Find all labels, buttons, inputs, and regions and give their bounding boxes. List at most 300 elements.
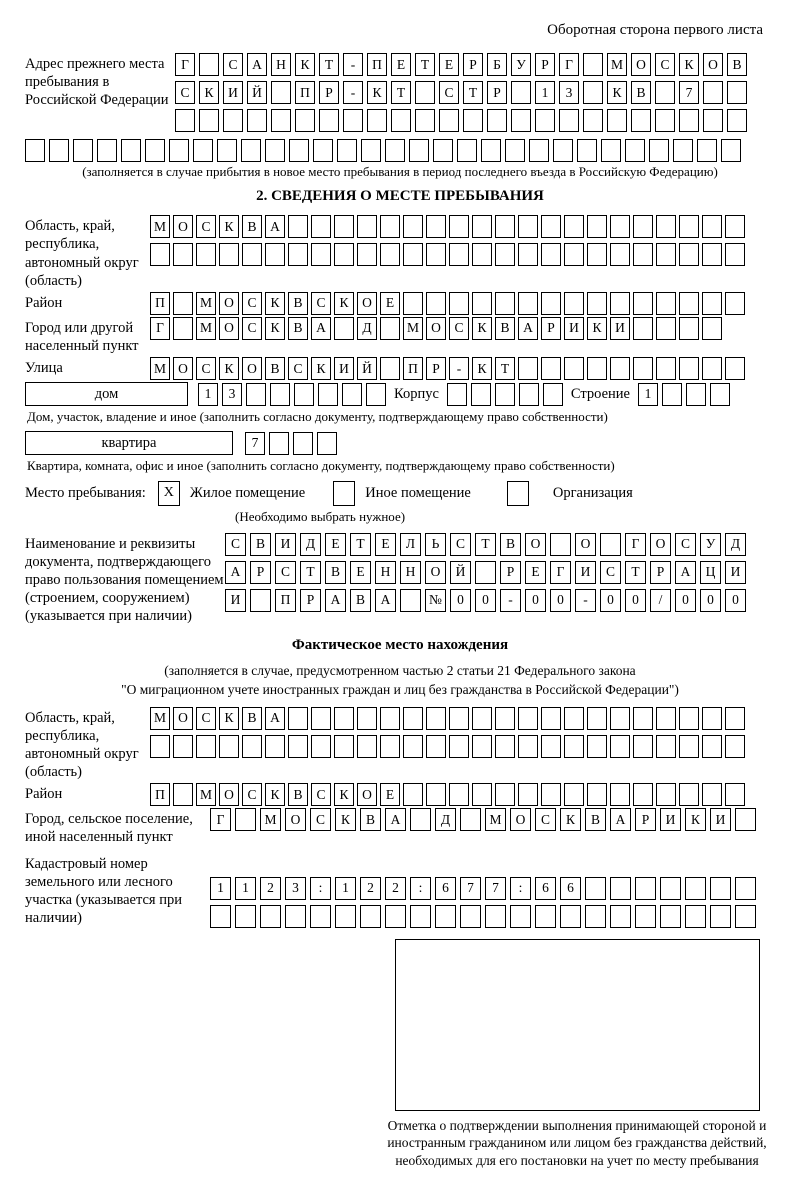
char-cell: [541, 292, 561, 315]
char-cell: [656, 783, 676, 806]
char-cell: А: [265, 215, 285, 238]
char-cell: [673, 139, 693, 162]
char-cell: [460, 808, 481, 831]
char-cell: [250, 589, 271, 612]
char-cell: В: [631, 81, 651, 104]
char-cell: [686, 383, 706, 406]
char-cell: А: [311, 317, 331, 340]
char-cell: 0: [700, 589, 721, 612]
char-cell: И: [225, 589, 246, 612]
char-cell: Е: [525, 561, 546, 584]
char-cell: 2: [360, 877, 381, 900]
char-cell: [196, 735, 216, 758]
char-cell: Н: [271, 53, 291, 76]
char-cell: И: [564, 317, 584, 340]
char-cell: С: [311, 292, 331, 315]
char-cell: [656, 243, 676, 266]
char-cell: [635, 905, 656, 928]
actual-location-caption-2: "О миграционном учете иностранных граждан и лиц без гражданства в Российской Федерации"): [121, 681, 679, 697]
char-cell: О: [426, 317, 446, 340]
char-cell: [679, 357, 699, 380]
char-cell: [518, 292, 538, 315]
char-cell: [679, 735, 699, 758]
char-cell: [727, 109, 747, 132]
place-type-label: Место пребывания:: [25, 484, 146, 501]
region-block: [25, 215, 775, 290]
char-cell: [269, 432, 289, 455]
char-cell: К: [311, 357, 331, 380]
section2-title: 2. СВЕДЕНИЯ О МЕСТЕ ПРЕБЫВАНИЯ: [256, 188, 544, 205]
apartment-caption: Квартира, комната, офис и иное (заполнить согласно документу, подтверждающему право собственности): [27, 458, 615, 474]
char-cell: [703, 109, 723, 132]
char-cell: [472, 292, 492, 315]
char-cell: [541, 735, 561, 758]
char-cell: Т: [350, 533, 371, 556]
char-cell: [495, 707, 515, 730]
char-cell: Р: [250, 561, 271, 584]
char-cell: О: [357, 292, 377, 315]
char-cell: Р: [300, 589, 321, 612]
char-cell: К: [295, 53, 315, 76]
char-cell: М: [196, 783, 216, 806]
char-cell: -: [343, 81, 363, 104]
char-cell: 7: [245, 432, 265, 455]
char-cell: [633, 707, 653, 730]
char-cell: [631, 109, 651, 132]
char-cell: А: [225, 561, 246, 584]
char-cell: -: [500, 589, 521, 612]
char-cell: 1: [638, 383, 658, 406]
char-cell: [735, 877, 756, 900]
char-cell: [380, 707, 400, 730]
char-cell: Р: [463, 53, 483, 76]
char-cell: [311, 735, 331, 758]
char-cell: [460, 905, 481, 928]
char-cell: 1: [535, 81, 555, 104]
char-cell: [710, 877, 731, 900]
char-cell: 3: [222, 383, 242, 406]
char-cell: [121, 139, 141, 162]
korpus-cells: [447, 383, 563, 406]
char-cell: Е: [325, 533, 346, 556]
char-cell: [447, 383, 467, 406]
char-cell: С: [196, 707, 216, 730]
char-cells-row: [225, 589, 746, 612]
char-cells-row: [210, 877, 756, 900]
char-cell: [656, 317, 676, 340]
char-cell: [360, 905, 381, 928]
char-cell: К: [334, 292, 354, 315]
city-label: Город или другой населенный пункт: [25, 319, 139, 354]
char-cell: [560, 905, 581, 928]
char-cell: [311, 707, 331, 730]
char-cell: Ц: [700, 561, 721, 584]
char-cell: С: [175, 81, 195, 104]
char-cell: :: [410, 877, 431, 900]
char-cell: У: [511, 53, 531, 76]
char-cell: [457, 139, 477, 162]
char-cells-row: [225, 561, 746, 584]
char-cell: К: [334, 783, 354, 806]
char-cell: [518, 215, 538, 238]
char-cell: П: [275, 589, 296, 612]
char-cell: 3: [559, 81, 579, 104]
char-cell: [662, 383, 682, 406]
char-cell: М: [485, 808, 506, 831]
char-cell: [710, 383, 730, 406]
char-cell: [366, 383, 386, 406]
char-cell: [472, 735, 492, 758]
char-cell: [564, 292, 584, 315]
korpus-label: Корпус: [394, 385, 439, 402]
cadastral-block: [25, 853, 775, 933]
char-cell: [610, 877, 631, 900]
char-cell: [449, 215, 469, 238]
char-cell: О: [575, 533, 596, 556]
char-cell: [334, 707, 354, 730]
char-cells-row: [150, 292, 745, 315]
char-cell: С: [311, 783, 331, 806]
char-cell: [343, 109, 363, 132]
char-cell: О: [173, 215, 193, 238]
char-cell: А: [265, 707, 285, 730]
char-cell: [583, 53, 603, 76]
char-cell: П: [403, 357, 423, 380]
char-cell: С: [288, 357, 308, 380]
char-cell: [735, 808, 756, 831]
char-cell: [679, 109, 699, 132]
char-cell: [426, 735, 446, 758]
char-cell: С: [439, 81, 459, 104]
char-cell: 7: [460, 877, 481, 900]
char-cell: [288, 735, 308, 758]
char-cell: [193, 139, 213, 162]
char-cell: [518, 783, 538, 806]
char-cell: [357, 243, 377, 266]
char-cell: №: [425, 589, 446, 612]
char-cell: П: [150, 292, 170, 315]
char-cell: Д: [435, 808, 456, 831]
char-cell: [415, 81, 435, 104]
char-cell: К: [607, 81, 627, 104]
char-cell: О: [219, 783, 239, 806]
char-cell: О: [425, 561, 446, 584]
char-cell: [564, 783, 584, 806]
char-cell: [169, 139, 189, 162]
char-cell: [725, 215, 745, 238]
char-cell: Т: [391, 81, 411, 104]
char-cell: 6: [560, 877, 581, 900]
char-cell: [702, 292, 722, 315]
char-cell: А: [325, 589, 346, 612]
option-organizaciya-label: Организация: [552, 484, 633, 501]
char-cell: [495, 215, 515, 238]
char-cell: 0: [525, 589, 546, 612]
char-cell: [702, 735, 722, 758]
char-cell: [334, 215, 354, 238]
char-cell: К: [265, 292, 285, 315]
char-cell: [703, 81, 723, 104]
prev-address-overflow-row: [25, 139, 775, 162]
confirmation-stamp-caption: Отметка о подтверждении выполнения принимающей стороной и иностранным гражданином или лицом без гражданства действий, необходимых для его постановки на учет по месту пребывания: [387, 1117, 767, 1169]
char-cell: [518, 243, 538, 266]
char-cell: [472, 243, 492, 266]
char-cell: О: [173, 707, 193, 730]
char-cell: [199, 109, 219, 132]
char-cell: [656, 357, 676, 380]
char-cell: [334, 317, 354, 340]
char-cell: [702, 243, 722, 266]
char-cell: [702, 707, 722, 730]
char-cell: У: [700, 533, 721, 556]
char-cell: С: [449, 317, 469, 340]
char-cell: [655, 81, 675, 104]
char-cell: [380, 215, 400, 238]
district-label: Район: [25, 294, 63, 311]
char-cell: К: [265, 783, 285, 806]
char-cell: [510, 905, 531, 928]
char-cell: [293, 432, 313, 455]
char-cell: Е: [380, 783, 400, 806]
char-cell: [449, 783, 469, 806]
char-cell: [600, 533, 621, 556]
char-cell: -: [343, 53, 363, 76]
confirmation-stamp-box: [395, 939, 760, 1111]
char-cell: 0: [600, 589, 621, 612]
char-cell: [587, 215, 607, 238]
char-cell: [242, 243, 262, 266]
stroenie-label: Строение: [570, 385, 630, 402]
char-cell: Р: [650, 561, 671, 584]
char-cell: [247, 109, 267, 132]
char-cell: А: [247, 53, 267, 76]
actual-region-label: Область, край, республика, автономный округ (область): [25, 709, 139, 781]
char-cell: Е: [439, 53, 459, 76]
char-cell: К: [199, 81, 219, 104]
char-cell: [426, 292, 446, 315]
char-cell: [288, 215, 308, 238]
char-cell: [223, 109, 243, 132]
char-cell: [97, 139, 117, 162]
place-type-caption: (Необходимо выбрать нужное): [235, 508, 406, 524]
char-cell: [270, 383, 290, 406]
char-cell: [380, 735, 400, 758]
char-cell: [449, 707, 469, 730]
char-cell: С: [450, 533, 471, 556]
char-cell: [577, 139, 597, 162]
char-cell: [656, 292, 676, 315]
char-cell: [495, 243, 515, 266]
char-cell: Г: [559, 53, 579, 76]
char-cell: [196, 243, 216, 266]
char-cells-row: [150, 357, 745, 380]
char-cell: [610, 735, 630, 758]
char-cell: [175, 109, 195, 132]
char-cell: С: [223, 53, 243, 76]
char-cell: /: [650, 589, 671, 612]
char-cell: К: [265, 317, 285, 340]
char-cell: [311, 215, 331, 238]
char-cell: [541, 707, 561, 730]
char-cell: [511, 109, 531, 132]
char-cell: [403, 735, 423, 758]
char-cell: [246, 383, 266, 406]
char-cell: К: [560, 808, 581, 831]
house-box-label: дом: [25, 382, 188, 406]
char-cell: [610, 292, 630, 315]
char-cell: Й: [247, 81, 267, 104]
char-cell: Н: [400, 561, 421, 584]
char-cell: [656, 707, 676, 730]
char-cell: [219, 243, 239, 266]
char-cells-row: [150, 735, 745, 758]
char-cell: [610, 707, 630, 730]
char-cell: [439, 109, 459, 132]
char-cell: И: [610, 317, 630, 340]
char-cell: [357, 215, 377, 238]
char-cell: [727, 81, 747, 104]
char-cell: [335, 905, 356, 928]
char-cells-row: [150, 243, 745, 266]
char-cell: 0: [550, 589, 571, 612]
char-cell: [235, 905, 256, 928]
house-row: [25, 382, 775, 406]
char-cell: В: [350, 589, 371, 612]
char-cell: -: [449, 357, 469, 380]
house-caption: Дом, участок, владение и иное (заполнить согласно документу, подтверждающему право собственности): [27, 409, 608, 424]
char-cell: В: [500, 533, 521, 556]
document-label: Наименование и реквизиты документа, подтверждающего право пользования помещением (строением, сооружением) (указывается при наличии): [25, 535, 224, 625]
char-cell: Д: [357, 317, 377, 340]
char-cells-row: [210, 905, 756, 928]
char-cell: [635, 877, 656, 900]
char-cell: [367, 109, 387, 132]
char-cell: И: [575, 561, 596, 584]
char-cell: Г: [175, 53, 195, 76]
char-cell: М: [150, 215, 170, 238]
char-cell: М: [607, 53, 627, 76]
char-cell: К: [367, 81, 387, 104]
char-cell: [583, 109, 603, 132]
char-cell: [403, 215, 423, 238]
char-cell: А: [675, 561, 696, 584]
char-cell: [702, 783, 722, 806]
char-cell: [587, 735, 607, 758]
char-cell: 3: [285, 877, 306, 900]
char-cell: [150, 735, 170, 758]
char-cell: С: [655, 53, 675, 76]
char-cell: Р: [319, 81, 339, 104]
char-cell: [145, 139, 165, 162]
char-cell: [610, 243, 630, 266]
char-cell: 0: [450, 589, 471, 612]
actual-location-caption-1: (заполняется в случае, предусмотренном частью 2 статьи 21 Федерального закона: [164, 663, 636, 679]
char-cells-row: [210, 808, 756, 831]
char-cell: [541, 357, 561, 380]
prev-address-caption: (заполняется в случае прибытия в новое место пребывания в период последнего въезда в Российскую Федерацию): [82, 164, 718, 179]
char-cell: [426, 215, 446, 238]
char-cells-row: [150, 215, 745, 238]
char-cell: :: [510, 877, 531, 900]
char-cell: [403, 783, 423, 806]
char-cell: [285, 905, 306, 928]
char-cell: 0: [625, 589, 646, 612]
char-cell: [535, 905, 556, 928]
char-cell: В: [585, 808, 606, 831]
char-cell: Т: [625, 561, 646, 584]
char-cell: [655, 109, 675, 132]
char-cell: [471, 383, 491, 406]
char-cell: [25, 139, 45, 162]
char-cell: [511, 81, 531, 104]
char-cell: 2: [385, 877, 406, 900]
char-cell: [587, 357, 607, 380]
char-cell: [409, 139, 429, 162]
char-cell: Т: [300, 561, 321, 584]
char-cell: [679, 292, 699, 315]
city-block: [25, 317, 775, 355]
char-cell: Е: [380, 292, 400, 315]
char-cell: [173, 735, 193, 758]
char-cell: С: [242, 292, 262, 315]
char-cell: [265, 139, 285, 162]
char-cell: [587, 292, 607, 315]
char-cell: Е: [391, 53, 411, 76]
char-cell: [679, 215, 699, 238]
char-cell: [410, 905, 431, 928]
char-cell: [403, 707, 423, 730]
char-cell: В: [250, 533, 271, 556]
char-cell: О: [219, 292, 239, 315]
char-cell: [391, 109, 411, 132]
char-cell: В: [288, 783, 308, 806]
char-cell: [518, 735, 538, 758]
char-cell: В: [727, 53, 747, 76]
apartment-box-label: квартира: [25, 431, 233, 455]
char-cell: [241, 139, 261, 162]
char-cell: К: [335, 808, 356, 831]
char-cell: [415, 109, 435, 132]
apartment-row: [25, 431, 775, 455]
char-cell: [610, 905, 631, 928]
char-cell: Е: [375, 533, 396, 556]
char-cell: Б: [487, 53, 507, 76]
char-cells-row: [175, 53, 747, 76]
char-cell: [587, 783, 607, 806]
char-cell: [607, 109, 627, 132]
char-cells-row: [175, 81, 747, 104]
char-cell: Г: [210, 808, 231, 831]
char-cell: [518, 357, 538, 380]
char-cell: М: [150, 707, 170, 730]
char-cell: [433, 139, 453, 162]
char-cell: [550, 533, 571, 556]
char-cell: [541, 783, 561, 806]
char-cell: О: [357, 783, 377, 806]
char-cell: [633, 735, 653, 758]
char-cell: Й: [450, 561, 471, 584]
char-cell: [426, 707, 446, 730]
actual-city-label: Город, сельское поселение, иной населенный пункт: [25, 811, 193, 846]
actual-city-block: [25, 808, 775, 846]
char-cell: [173, 317, 193, 340]
char-cell: С: [225, 533, 246, 556]
char-cell: [403, 243, 423, 266]
char-cell: П: [295, 81, 315, 104]
char-cell: [260, 905, 281, 928]
char-cell: [601, 139, 621, 162]
char-cell: О: [650, 533, 671, 556]
